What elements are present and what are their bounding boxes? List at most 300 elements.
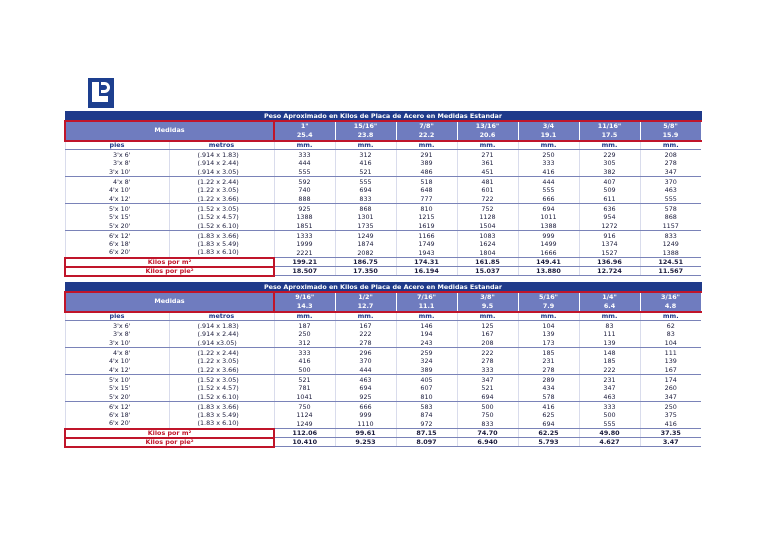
size-metros: (1.52 x 3.05) [169,204,274,213]
size-metros: (1.22 x 3.66) [169,195,274,204]
size-pies: 3'x 8' [65,330,169,339]
weight-value: 555 [640,195,701,204]
size-metros: (1.22 x 3.05) [169,357,274,366]
medidas-header: Medidas [65,121,274,141]
table-row [65,339,701,348]
size-metros: (.914 x 3.05) [169,168,274,177]
weight-value: 1527 [579,249,640,258]
weight-value: 416 [518,402,579,411]
table-row [65,393,701,402]
weight-value: 1999 [274,240,335,249]
weight-value: 167 [640,366,701,375]
weight-value: 833 [457,420,518,429]
table-row [65,249,701,258]
unit-header: mm. [579,141,640,150]
size-metros: (1.52 x 6.10) [169,222,274,231]
weight-value: 125 [457,321,518,330]
weight-value: 1110 [335,420,396,429]
weight-value: 1619 [396,222,457,231]
weight-value: 451 [457,168,518,177]
table-row [65,357,701,366]
kilos-per-ft2-value: 17.350 [335,267,396,276]
weight-value: 296 [335,348,396,357]
table-row [65,330,701,339]
table-row [65,402,701,411]
weight-value: 874 [396,411,457,420]
weight-value: 1128 [457,213,518,222]
weight-value: 694 [335,384,396,393]
size-pies: 5'x 10' [65,375,169,384]
kilos-per-m2-value: 49.80 [579,429,640,438]
size-metros: (1.22 x 2.44) [169,177,274,186]
weight-value: 666 [335,402,396,411]
size-metros: (.914 x3.05) [169,339,274,348]
size-metros: (1.22 x 3.66) [169,366,274,375]
weight-value: 167 [335,321,396,330]
weight-value: 278 [457,357,518,366]
size-pies: 4'x 8' [65,348,169,357]
unit-header: mm. [335,312,396,321]
size-metros: (.914 x 2.44) [169,330,274,339]
weight-value: 1249 [335,231,396,240]
thickness-mm: 17.5 [601,130,618,139]
weight-value: 1157 [640,222,701,231]
weight-value: 231 [579,375,640,384]
table-row [65,321,701,330]
kilos-per-m2-value: 124.51 [640,258,701,267]
weight-value: 324 [396,357,457,366]
thickness-header [274,292,335,312]
weight-value: 752 [457,204,518,213]
kilos-per-m2-value: 112.06 [274,429,335,438]
weight-value: 139 [518,330,579,339]
thickness-inch: 7/16" [416,293,436,302]
thickness-mm: 19.1 [540,130,557,139]
thickness-inch: 1/4" [602,293,617,302]
weight-value: 625 [518,411,579,420]
weight-value: 777 [396,195,457,204]
thickness-inch: 15/16" [353,122,378,131]
weight-value: 521 [457,384,518,393]
weight-value: 1166 [396,231,457,240]
weight-value: 463 [579,393,640,402]
weight-value: 481 [457,177,518,186]
weight-value: 347 [579,384,640,393]
steel-plate-weight-table-thin [64,282,702,448]
kilos-per-ft2-row [65,267,701,276]
weight-value: 347 [640,393,701,402]
size-metros: (1.52 x 4.57) [169,213,274,222]
weight-value: 1943 [396,249,457,258]
size-pies: 6'x 18' [65,411,169,420]
weight-value: 361 [457,159,518,168]
unit-header: mm. [335,141,396,150]
weight-value: 500 [579,411,640,420]
thickness-mm: 23.8 [357,130,374,139]
medidas-header: Medidas [65,292,274,312]
weight-value: 416 [518,168,579,177]
weight-value: 486 [396,168,457,177]
weight-value: 611 [579,195,640,204]
weight-value: 868 [335,204,396,213]
weight-value: 243 [396,339,457,348]
kilos-per-m2-value: 149.41 [518,258,579,267]
weight-value: 259 [396,348,457,357]
table-row [65,222,701,231]
thickness-mm: 11.1 [418,301,435,310]
thickness-inch: 13/16" [475,122,500,131]
weight-value: 1504 [457,222,518,231]
weight-value: 139 [640,357,701,366]
weight-value: 1388 [640,249,701,258]
unit-header: mm. [640,312,701,321]
table-row [65,177,701,186]
size-pies: 6'x 20' [65,249,169,258]
size-pies: 6'x 12' [65,402,169,411]
thickness-mm: 14.3 [296,301,313,310]
thickness-mm: 25.4 [296,130,313,139]
weight-value: 185 [518,348,579,357]
weight-value: 347 [640,168,701,177]
weight-value: 810 [396,204,457,213]
weight-value: 666 [518,195,579,204]
table-row [65,231,701,240]
weight-value: 434 [518,384,579,393]
weight-value: 271 [457,150,518,159]
thickness-header [457,292,518,312]
size-metros: (1.52 x 3.05) [169,375,274,384]
kilos-per-m2-row [65,258,701,267]
weight-value: 148 [579,348,640,357]
weight-value: 636 [579,204,640,213]
thickness-header [518,292,579,312]
size-pies: 5'x 20' [65,393,169,402]
weight-value: 463 [640,186,701,195]
size-metros: (.914 x 2.44) [169,159,274,168]
weight-value: 555 [518,186,579,195]
weight-value: 260 [640,384,701,393]
weight-value: 305 [579,159,640,168]
thickness-mm: 6.4 [603,301,616,310]
size-pies: 6'x 18' [65,240,169,249]
weight-value: 278 [640,159,701,168]
unit-header: mm. [274,141,335,150]
thickness-header [640,121,701,141]
weight-value: 347 [457,375,518,384]
weight-value: 916 [579,231,640,240]
thickness-mm: 7.9 [542,301,555,310]
weight-value: 722 [457,195,518,204]
size-pies: 3'x 6' [65,321,169,330]
weight-value: 1874 [335,240,396,249]
weight-value: 222 [335,330,396,339]
weight-value: 222 [457,348,518,357]
weight-value: 694 [518,204,579,213]
weight-value: 500 [274,366,335,375]
kilos-per-m2-value: 99.61 [335,429,396,438]
weight-value: 444 [335,366,396,375]
weight-value: 370 [335,357,396,366]
weight-value: 555 [274,168,335,177]
weight-value: 83 [579,321,640,330]
kilos-per-ft2-value: 15.037 [457,267,518,276]
weight-value: 1301 [335,213,396,222]
unit-header: mm. [457,141,518,150]
kilos-per-m2-value: 87.15 [396,429,457,438]
table-row [65,366,701,375]
weight-value: 750 [457,411,518,420]
weight-value: 405 [396,375,457,384]
kilos-per-ft2-label: Kilos por pie² [65,267,274,276]
weight-value: 312 [335,150,396,159]
weight-value: 312 [274,339,335,348]
weight-value: 999 [335,411,396,420]
size-pies: 3'x 8' [65,159,169,168]
size-pies: 5'x 15' [65,384,169,393]
weight-value: 868 [640,213,701,222]
weight-value: 333 [518,159,579,168]
weight-value: 518 [396,177,457,186]
weight-value: 463 [335,375,396,384]
weight-value: 229 [579,150,640,159]
weight-value: 444 [518,177,579,186]
company-logo [88,78,114,108]
weight-value: 289 [518,375,579,384]
table-row [65,420,701,429]
weight-value: 972 [396,420,457,429]
weight-value: 146 [396,321,457,330]
weight-value: 1249 [640,240,701,249]
weight-value: 278 [518,366,579,375]
weight-value: 250 [640,402,701,411]
weight-value: 555 [335,177,396,186]
thickness-header [335,292,396,312]
weight-value: 521 [274,375,335,384]
weight-value: 111 [640,348,701,357]
kilos-per-m2-value: 74.70 [457,429,518,438]
thickness-inch: 5/16" [538,293,558,302]
weight-value: 389 [396,159,457,168]
weight-value: 1272 [579,222,640,231]
weight-value: 250 [274,330,335,339]
weight-value: 1374 [579,240,640,249]
weight-value: 925 [274,204,335,213]
weight-value: 1388 [518,222,579,231]
table-row [65,240,701,249]
kilos-per-ft2-value: 4.627 [579,438,640,447]
thickness-header [579,121,640,141]
weight-value: 407 [579,177,640,186]
size-pies: 6'x 20' [65,420,169,429]
weight-value: 167 [457,330,518,339]
weight-value: 208 [640,150,701,159]
weight-value: 583 [396,402,457,411]
metros-header: metros [169,312,274,321]
weight-value: 750 [274,402,335,411]
thickness-inch: 7/8" [419,122,434,131]
weight-value: 1124 [274,411,335,420]
weight-value: 333 [274,348,335,357]
thickness-header [396,121,457,141]
kilos-per-ft2-value: 8.097 [396,438,457,447]
weight-value: 1851 [274,222,335,231]
weight-value: 139 [579,339,640,348]
weight-value: 1249 [274,420,335,429]
unit-header: mm. [396,141,457,150]
thickness-header [335,121,396,141]
weight-value: 416 [274,357,335,366]
thickness-mm: 12.7 [357,301,374,310]
unit-header: mm. [518,312,579,321]
kilos-per-ft2-label: Kilos por pie² [65,438,274,447]
thickness-mm: 4.8 [664,301,677,310]
kilos-per-m2-value: 174.31 [396,258,457,267]
kilos-per-m2-value: 37.35 [640,429,701,438]
weight-value: 1333 [274,231,335,240]
size-metros: (1.83 x 6.10) [169,249,274,258]
size-metros: (.914 x 1.83) [169,150,274,159]
size-pies: 4'x 12' [65,195,169,204]
table-row [65,195,701,204]
kilos-per-ft2-row [65,438,701,447]
size-pies: 5'x 20' [65,222,169,231]
weight-value: 1624 [457,240,518,249]
weight-value: 833 [640,231,701,240]
kilos-per-m2-value: 136.96 [579,258,640,267]
thickness-header [579,292,640,312]
thickness-mm: 15.9 [662,130,679,139]
size-pies: 5'x 15' [65,213,169,222]
kilos-per-ft2-value: 3.47 [640,438,701,447]
table-row [65,159,701,168]
weight-value: 1666 [518,249,579,258]
size-metros: (1.83 x 5.49) [169,240,274,249]
size-pies: 6'x 12' [65,231,169,240]
thickness-header [457,121,518,141]
kilos-per-m2-value: 62.25 [518,429,579,438]
unit-header: mm. [396,312,457,321]
size-pies: 4'x 10' [65,357,169,366]
size-pies: 3'x 10' [65,339,169,348]
weight-value: 2221 [274,249,335,258]
weight-value: 333 [579,402,640,411]
kilos-per-ft2-value: 6.940 [457,438,518,447]
weight-value: 104 [518,321,579,330]
size-pies: 4'x 12' [65,366,169,375]
weight-value: 1804 [457,249,518,258]
table-row [65,204,701,213]
size-metros: (1.22 x 3.05) [169,186,274,195]
kilos-per-ft2-value: 5.793 [518,438,579,447]
table-row [65,150,701,159]
pies-header: pies [65,312,169,321]
weight-value: 509 [579,186,640,195]
weight-value: 1215 [396,213,457,222]
table-title: Peso Aproximado en Kilos de Placa de Acero en Medidas Estandar [65,283,701,292]
unit-header: mm. [457,312,518,321]
weight-value: 1735 [335,222,396,231]
weight-value: 83 [640,330,701,339]
weight-value: 389 [396,366,457,375]
weight-value: 1499 [518,240,579,249]
weight-value: 174 [640,375,701,384]
thickness-header [274,121,335,141]
weight-value: 694 [518,420,579,429]
kilos-per-m2-value: 161.85 [457,258,518,267]
thickness-inch: 1" [300,122,309,131]
weight-value: 111 [579,330,640,339]
weight-value: 578 [518,393,579,402]
table-row [65,348,701,357]
metros-header: metros [169,141,274,150]
kilos-per-ft2-value: 18.507 [274,267,335,276]
weight-value: 444 [274,159,335,168]
weight-value: 521 [335,168,396,177]
unit-header: mm. [579,312,640,321]
weight-value: 231 [518,357,579,366]
unit-header: mm. [274,312,335,321]
pies-header: pies [65,141,169,150]
size-metros: (.914 x 1.83) [169,321,274,330]
weight-value: 810 [396,393,457,402]
size-metros: (1.83 x 6.10) [169,420,274,429]
weight-value: 833 [335,195,396,204]
weight-value: 694 [457,393,518,402]
weight-value: 333 [274,150,335,159]
kilos-per-ft2-value: 10.410 [274,438,335,447]
kilos-per-ft2-value: 12.724 [579,267,640,276]
kilos-per-m2-label: Kilos por m² [65,258,274,267]
thickness-header [396,292,457,312]
thickness-inch: 1/2" [358,293,373,302]
thickness-inch: 3/16" [660,293,680,302]
weight-value: 999 [518,231,579,240]
size-pies: 5'x 10' [65,204,169,213]
weight-value: 416 [335,159,396,168]
weight-value: 185 [579,357,640,366]
thickness-inch: 3/4 [542,122,555,131]
kilos-per-ft2-value: 13.880 [518,267,579,276]
weight-value: 1083 [457,231,518,240]
weight-value: 194 [396,330,457,339]
thickness-header [518,121,579,141]
weight-value: 954 [579,213,640,222]
size-metros: (1.83 x 5.49) [169,411,274,420]
weight-value: 222 [579,366,640,375]
weight-value: 1749 [396,240,457,249]
weight-value: 173 [518,339,579,348]
weight-value: 333 [457,366,518,375]
thickness-header [640,292,701,312]
kilos-per-ft2-value: 9.253 [335,438,396,447]
kilos-per-ft2-value: 11.567 [640,267,701,276]
weight-value: 375 [640,411,701,420]
steel-plate-weight-table-thick [64,111,702,277]
weight-value: 578 [640,204,701,213]
unit-header: mm. [640,141,701,150]
weight-value: 250 [518,150,579,159]
thickness-inch: 5/8" [663,122,678,131]
weight-value: 888 [274,195,335,204]
weight-value: 1011 [518,213,579,222]
unit-header: mm. [518,141,579,150]
thickness-inch: 9/16" [295,293,315,302]
table-row [65,168,701,177]
kilos-per-m2-row [65,429,701,438]
weight-value: 278 [335,339,396,348]
weight-value: 500 [457,402,518,411]
thickness-mm: 22.2 [418,130,435,139]
